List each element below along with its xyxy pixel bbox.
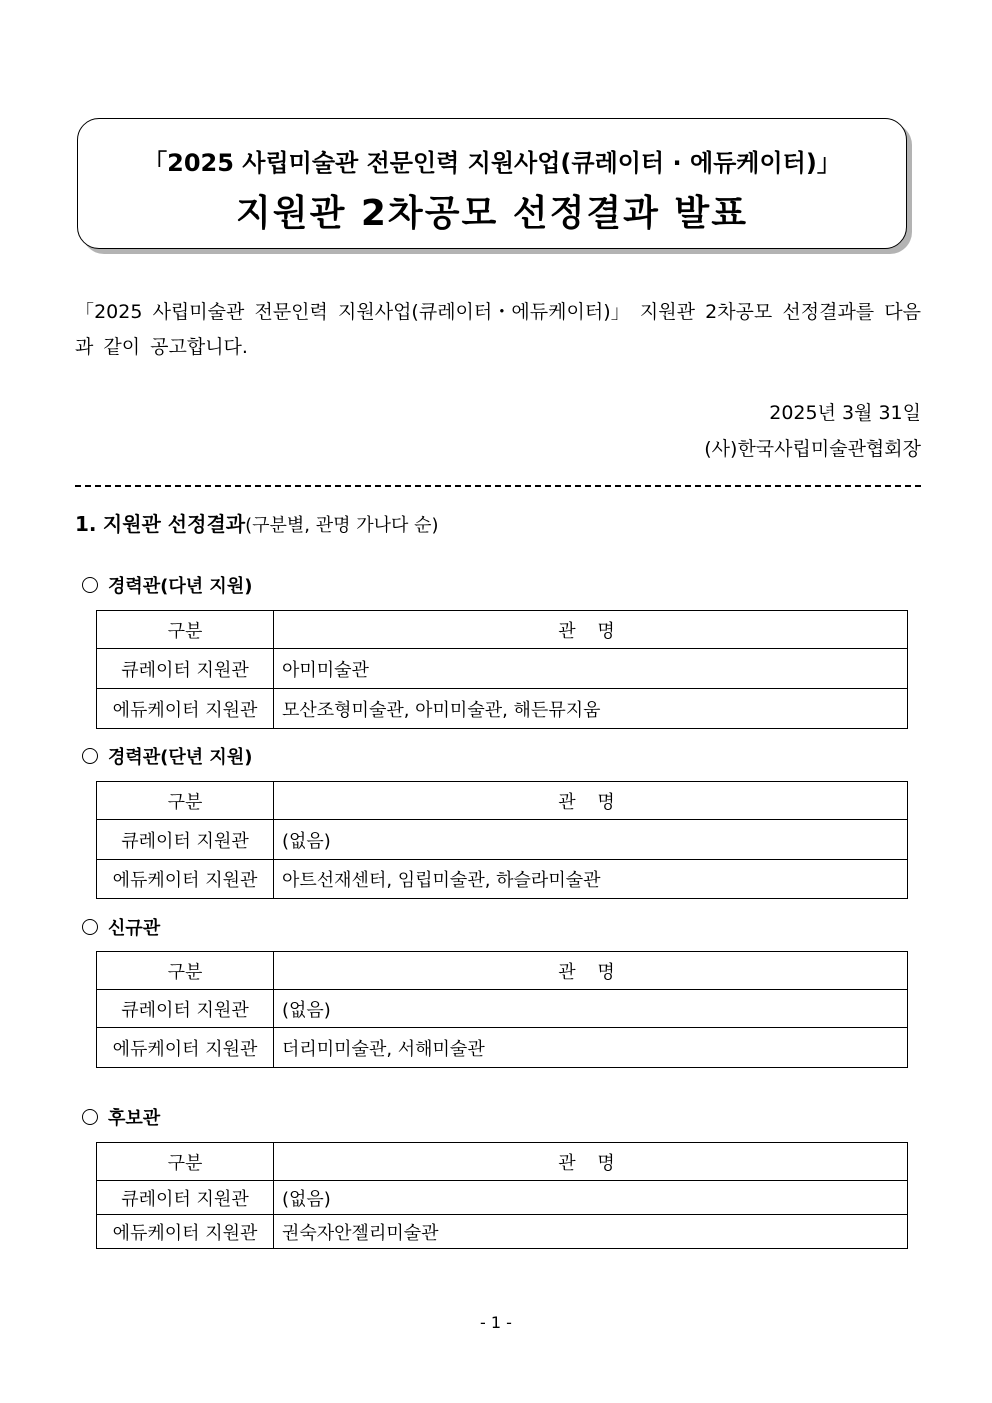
- title-line-2: 지원관 2차공모 선정결과 발표: [236, 193, 748, 234]
- row-category: 에듀케이터 지원관: [97, 1215, 274, 1249]
- table-row: [97, 1028, 908, 1068]
- section-note: (구분별, 관명 가나다 순): [245, 515, 439, 536]
- row-names: 권숙자안젤리미술관: [274, 1215, 908, 1249]
- header-category: 구분: [97, 1143, 274, 1181]
- header-category: 구분: [97, 611, 274, 649]
- row-names: 모산조형미술관, 아미미술관, 해든뮤지움: [274, 689, 908, 729]
- header-names: 관 명: [274, 782, 908, 820]
- group-title-label: 신규관: [108, 918, 161, 939]
- row-names: 아트선재센터, 임립미술관, 하슬라미술관: [274, 860, 908, 899]
- group-title-label: 경력관(단년 지원): [108, 747, 253, 768]
- intro-paragraph: 「2025 사립미술관 전문인력 지원사업(큐레이터・에듀케이터)」 지원관 2차공모 선정결과를 다음과 같이 공고합니다.: [75, 301, 921, 358]
- row-category: 큐레이터 지원관: [97, 649, 274, 689]
- circle-bullet-icon: [82, 748, 98, 764]
- group-title: [82, 914, 160, 940]
- results-table: [96, 951, 908, 1068]
- table-row: [97, 860, 908, 899]
- section-number: 1.: [75, 512, 97, 536]
- group-title: [82, 1104, 160, 1130]
- table-header-row: [97, 952, 908, 990]
- table-header-row: [97, 1143, 908, 1181]
- section-title: 지원관 선정결과: [102, 512, 246, 536]
- table-row: [97, 649, 908, 689]
- table-header-row: [97, 611, 908, 649]
- circle-bullet-icon: [82, 1109, 98, 1125]
- header-category: 구분: [97, 782, 274, 820]
- circle-bullet-icon: [82, 919, 98, 935]
- table-row: [97, 820, 908, 860]
- announcement-date: 2025년 3월 31일: [769, 402, 921, 424]
- row-names: (없음): [274, 990, 908, 1028]
- table-row: [97, 990, 908, 1028]
- header-names: 관 명: [274, 1143, 908, 1181]
- title-box: [77, 118, 907, 249]
- header-category: 구분: [97, 952, 274, 990]
- group-title-label: 후보관: [108, 1108, 161, 1129]
- results-table: [96, 1142, 908, 1249]
- table-header-row: [97, 782, 908, 820]
- row-category: 큐레이터 지원관: [97, 990, 274, 1028]
- group-title: [82, 743, 252, 769]
- group-title-label: 경력관(다년 지원): [108, 576, 253, 597]
- circle-bullet-icon: [82, 577, 98, 593]
- row-category: 에듀케이터 지원관: [97, 689, 274, 729]
- table-row: [97, 689, 908, 729]
- row-category: 에듀케이터 지원관: [97, 860, 274, 899]
- row-names: (없음): [274, 820, 908, 860]
- header-names: 관 명: [274, 952, 908, 990]
- section-heading: [75, 508, 439, 537]
- title-line-1: 「2025 사립미술관 전문인력 지원사업(큐레이터 · 에듀케이터)」: [143, 149, 841, 177]
- row-category: 에듀케이터 지원관: [97, 1028, 274, 1068]
- header-names: 관 명: [274, 611, 908, 649]
- row-names: 더리미미술관, 서해미술관: [274, 1028, 908, 1068]
- page-number: - 1 -: [480, 1313, 512, 1332]
- organization-name: (사)한국사립미술관협회장: [704, 438, 921, 460]
- group-title: [82, 572, 252, 598]
- results-table: [96, 610, 908, 729]
- row-category: 큐레이터 지원관: [97, 1181, 274, 1215]
- row-category: 큐레이터 지원관: [97, 820, 274, 860]
- row-names: 아미미술관: [274, 649, 908, 689]
- dashed-divider: [75, 485, 921, 487]
- table-row: [97, 1215, 908, 1249]
- results-table: [96, 781, 908, 899]
- row-names: (없음): [274, 1181, 908, 1215]
- table-row: [97, 1181, 908, 1215]
